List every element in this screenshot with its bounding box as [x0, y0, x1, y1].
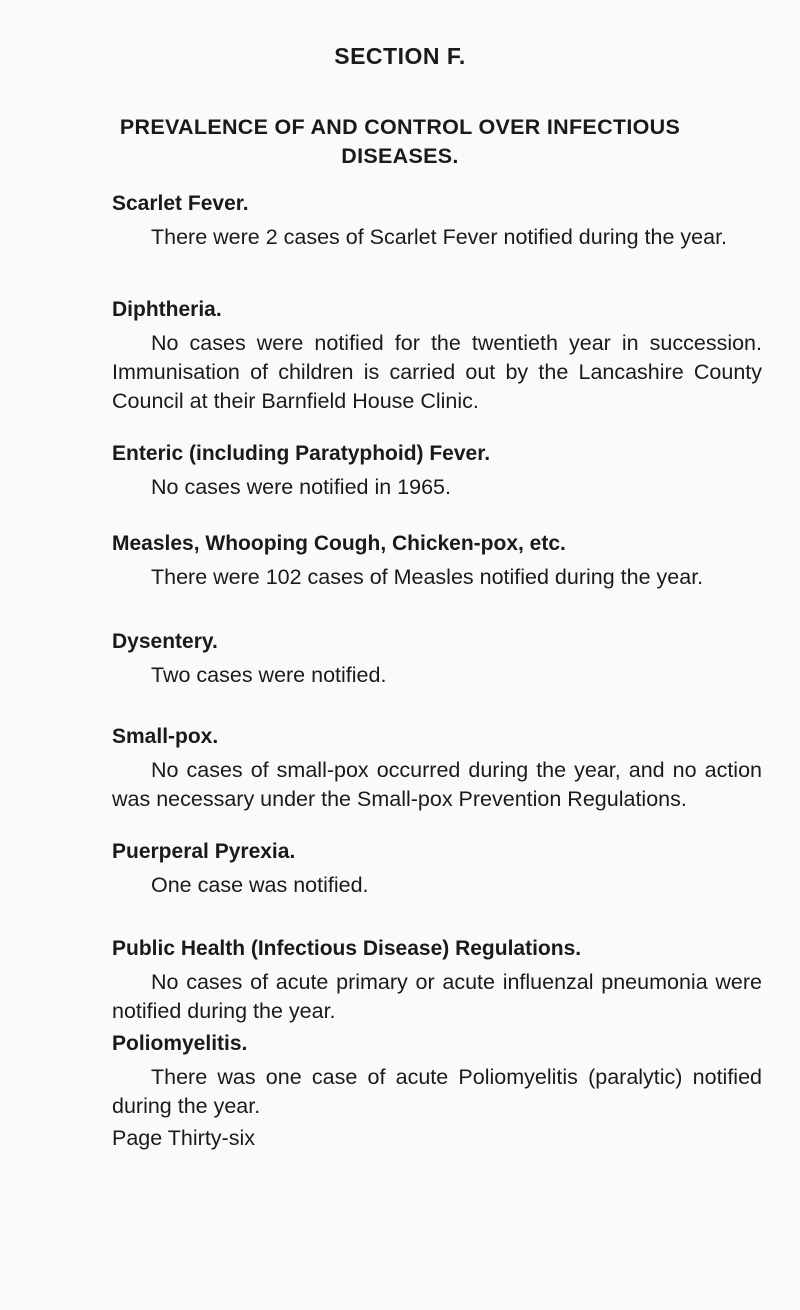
- section-body: There was one case of acute Poliomyelitis (paralytic) notified during the year.: [112, 1065, 762, 1118]
- section-small-pox: [112, 723, 762, 814]
- section-heading: Scarlet Fever.: [112, 192, 249, 215]
- section-heading: Poliomyelitis.: [112, 1032, 248, 1055]
- section-public-health-regulations: [112, 935, 762, 1026]
- section-body: There were 102 cases of Measles notified during the year.: [151, 565, 704, 589]
- section-diphtheria: [112, 296, 762, 416]
- section-heading: Small-pox.: [112, 725, 219, 748]
- section-measles: [112, 530, 762, 592]
- section-enteric-fever: [112, 440, 762, 502]
- section-dysentery: [112, 628, 762, 690]
- section-body: No cases were notified for the twentieth year in succession. Immunisation of children is carried out by the Lancashire County Council at their Barnfield House Clinic.: [112, 331, 762, 413]
- section-body: Two cases were notified.: [151, 663, 387, 687]
- section-label: SECTION F.: [334, 43, 466, 69]
- section-heading: Puerperal Pyrexia.: [112, 840, 296, 863]
- section-body: One case was notified.: [151, 873, 369, 897]
- section-body: There were 2 cases of Scarlet Fever notified during the year.: [151, 225, 728, 249]
- section-body: No cases of small-pox occurred during the year, and no action was necessary under the Small-pox Prevention Regulations.: [112, 758, 762, 811]
- section-heading: Public Health (Infectious Disease) Regulations.: [112, 937, 582, 960]
- section-body: No cases of acute primary or acute influenzal pneumonia were notified during the year.: [112, 970, 762, 1023]
- section-puerperal-pyrexia: [112, 838, 762, 900]
- section-poliomyelitis: [112, 1030, 762, 1121]
- page-title-line-1: PREVALENCE OF AND CONTROL OVER INFECTIOUS: [119, 115, 681, 139]
- section-body: No cases were notified in 1965.: [151, 475, 451, 499]
- section-heading: Dysentery.: [112, 630, 218, 653]
- page-title: [0, 113, 800, 171]
- section-heading: Enteric (including Paratyphoid) Fever.: [112, 442, 491, 465]
- page-title-line-2: DISEASES.: [341, 144, 459, 168]
- page-number: Page Thirty-six: [112, 1126, 255, 1150]
- section-heading: Measles, Whooping Cough, Chicken-pox, etc.: [112, 532, 566, 555]
- section-heading: Diphtheria.: [112, 298, 222, 321]
- section-scarlet-fever: [112, 190, 762, 252]
